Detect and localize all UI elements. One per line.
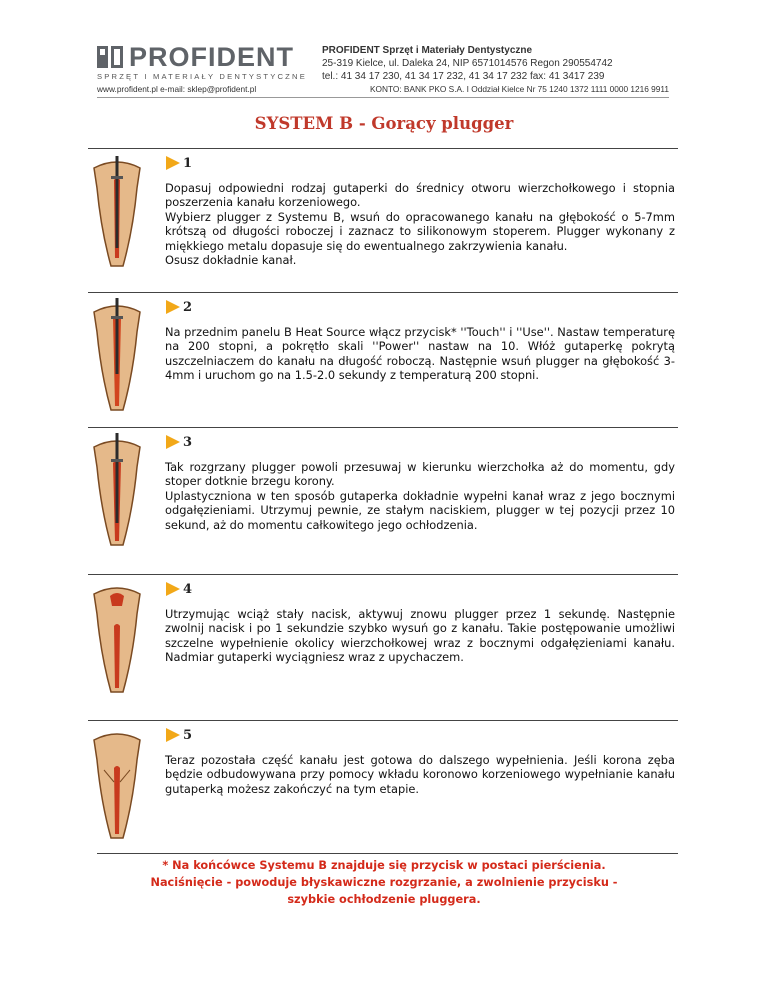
tooth-root-canal-icon <box>88 576 146 696</box>
step-text <box>165 181 675 267</box>
step-number: 1 <box>183 155 193 171</box>
profident-logo-mark-icon <box>97 46 123 68</box>
step-number: 5 <box>183 727 193 743</box>
arrow-right-icon <box>166 582 180 596</box>
step-text <box>165 325 675 383</box>
arrow-right-icon <box>166 435 180 449</box>
arrow-right-icon <box>166 156 180 170</box>
company-name: PROFIDENT Sprzęt i Materiały Dentystyczne <box>322 45 533 56</box>
step-divider <box>88 292 678 293</box>
footnote <box>0 857 768 908</box>
step-paragraph: Osusz dokładnie kanał. <box>165 253 297 268</box>
step-paragraph: Utrzymując wciąż stały nacisk, aktywuj znowu plugger przez 1 sekundę. Następnie zwolnij nacisk i po 1 sekundzie szybko wysuń go z kanału. Takie postępowanie umożliwi szczelne wypełnienie okolicy wierzchołkowej wraz z bocznymi odgałęzieniami kanału. Nadmiar gutaperki wyciągniesz wraz z upychaczem. <box>165 607 675 665</box>
step-header <box>166 298 192 316</box>
arrow-right-icon <box>166 300 180 314</box>
logo-wordmark: PROFIDENT <box>129 42 295 72</box>
step-paragraph: Na przednim panelu B Heat Source włącz przycisk* ''Touch'' i ''Use''. Nastaw temperaturę na 200 stopni, a pokrętło skali ''Power'' nastaw na 10. Włóż gutaperkę pokrytą uszczelniaczem do kanału na długość roboczą. Następnie wsuń plugger na głębokość 3-4mm i uruchom go na 1.5-2.0 sekundy z temperaturą 200 stopni. <box>165 325 675 383</box>
step-text <box>165 607 675 665</box>
logo-tagline: SPRZĘT I MATERIAŁY DENTYSTYCZNE <box>97 72 307 81</box>
arrow-right-icon <box>166 728 180 742</box>
company-address: 25-319 Kielce, ul. Daleka 24, NIP 6571014576 Regon 290554742 <box>322 58 613 69</box>
step-paragraph: Wybierz plugger z Systemu B, wsuń do opracowanego kanału na głębokość o 5-7mm krótszą od długości roboczej i zaznacz to silikonowym stoperem. Plugger wykonany z miękkiego metalu dopasuje się do ewentualnego zakrzywienia kanału. <box>165 209 675 253</box>
step-text <box>165 753 675 796</box>
footnote-line: Naciśnięcie - powoduje błyskawiczne rozgrzanie, a zwolnienie przycisku - <box>150 876 618 889</box>
profident-logo <box>97 44 309 84</box>
step-header <box>166 726 192 744</box>
step-divider <box>88 148 678 149</box>
tooth-root-canal-icon <box>88 429 146 549</box>
footer-divider <box>97 853 678 854</box>
tooth-root-canal-icon <box>88 722 146 842</box>
step-divider <box>88 720 678 721</box>
footnote-line: * Na końcówce Systemu B znajduje się przycisk w postaci pierścienia. <box>162 859 606 872</box>
step-number: 3 <box>183 434 193 450</box>
website-email[interactable]: www.profident.pl e-mail: sklep@profident.pl <box>97 84 257 94</box>
bank-account: KONTO: BANK PKO S.A. I Oddział Kielce Nr 75 1240 1372 1111 0000 1216 9911 <box>369 84 669 94</box>
page-title: SYSTEM B - Gorący plugger <box>254 114 514 133</box>
step-paragraph: Tak rozgrzany plugger powoli przesuwaj w kierunku wierzchołka aż do momentu, gdy stoper dotknie brzegu korony. <box>165 460 675 489</box>
step-number: 2 <box>183 299 193 315</box>
step-paragraph: Uplastyczniona w ten sposób gutaperka dokładnie wypełni kanał wraz z jego bocznymi odgałęzieniami. Utrzymuj pewnie, ze stałym naciskiem, plugger w tej pozycji przez 10 sekund, aż do momentu całkowitego jego ochłodzenia. <box>165 488 675 532</box>
step-header <box>166 154 192 172</box>
company-phone: tel.: 41 34 17 230, 41 34 17 232, 41 34 17 232 fax: 41 3417 239 <box>322 71 605 82</box>
step-divider <box>88 427 678 428</box>
footnote-line: szybkie ochłodzenie pluggera. <box>287 893 481 906</box>
tooth-root-canal-icon <box>88 294 146 414</box>
header-divider <box>97 97 669 98</box>
step-number: 4 <box>183 581 193 597</box>
tooth-root-canal-icon <box>88 150 146 270</box>
step-paragraph: Teraz pozostała część kanału jest gotowa do dalszego wypełnienia. Jeśli korona zęba będzie odbudowywana przy pomocy wkładu koronowo korzeniowego wypełnianie kanału gutaperką możesz zakończyć na tym etapie. <box>165 753 675 796</box>
step-header <box>166 580 192 598</box>
step-header <box>166 433 192 451</box>
step-paragraph: Dopasuj odpowiedni rodzaj gutaperki do średnicy otworu wierzchołkowego i stopnia poszerzenia kanału korzeniowego. <box>165 181 675 210</box>
web-bank-line <box>97 84 669 94</box>
step-divider <box>88 574 678 575</box>
step-text <box>165 460 675 532</box>
contact-block <box>322 44 613 83</box>
